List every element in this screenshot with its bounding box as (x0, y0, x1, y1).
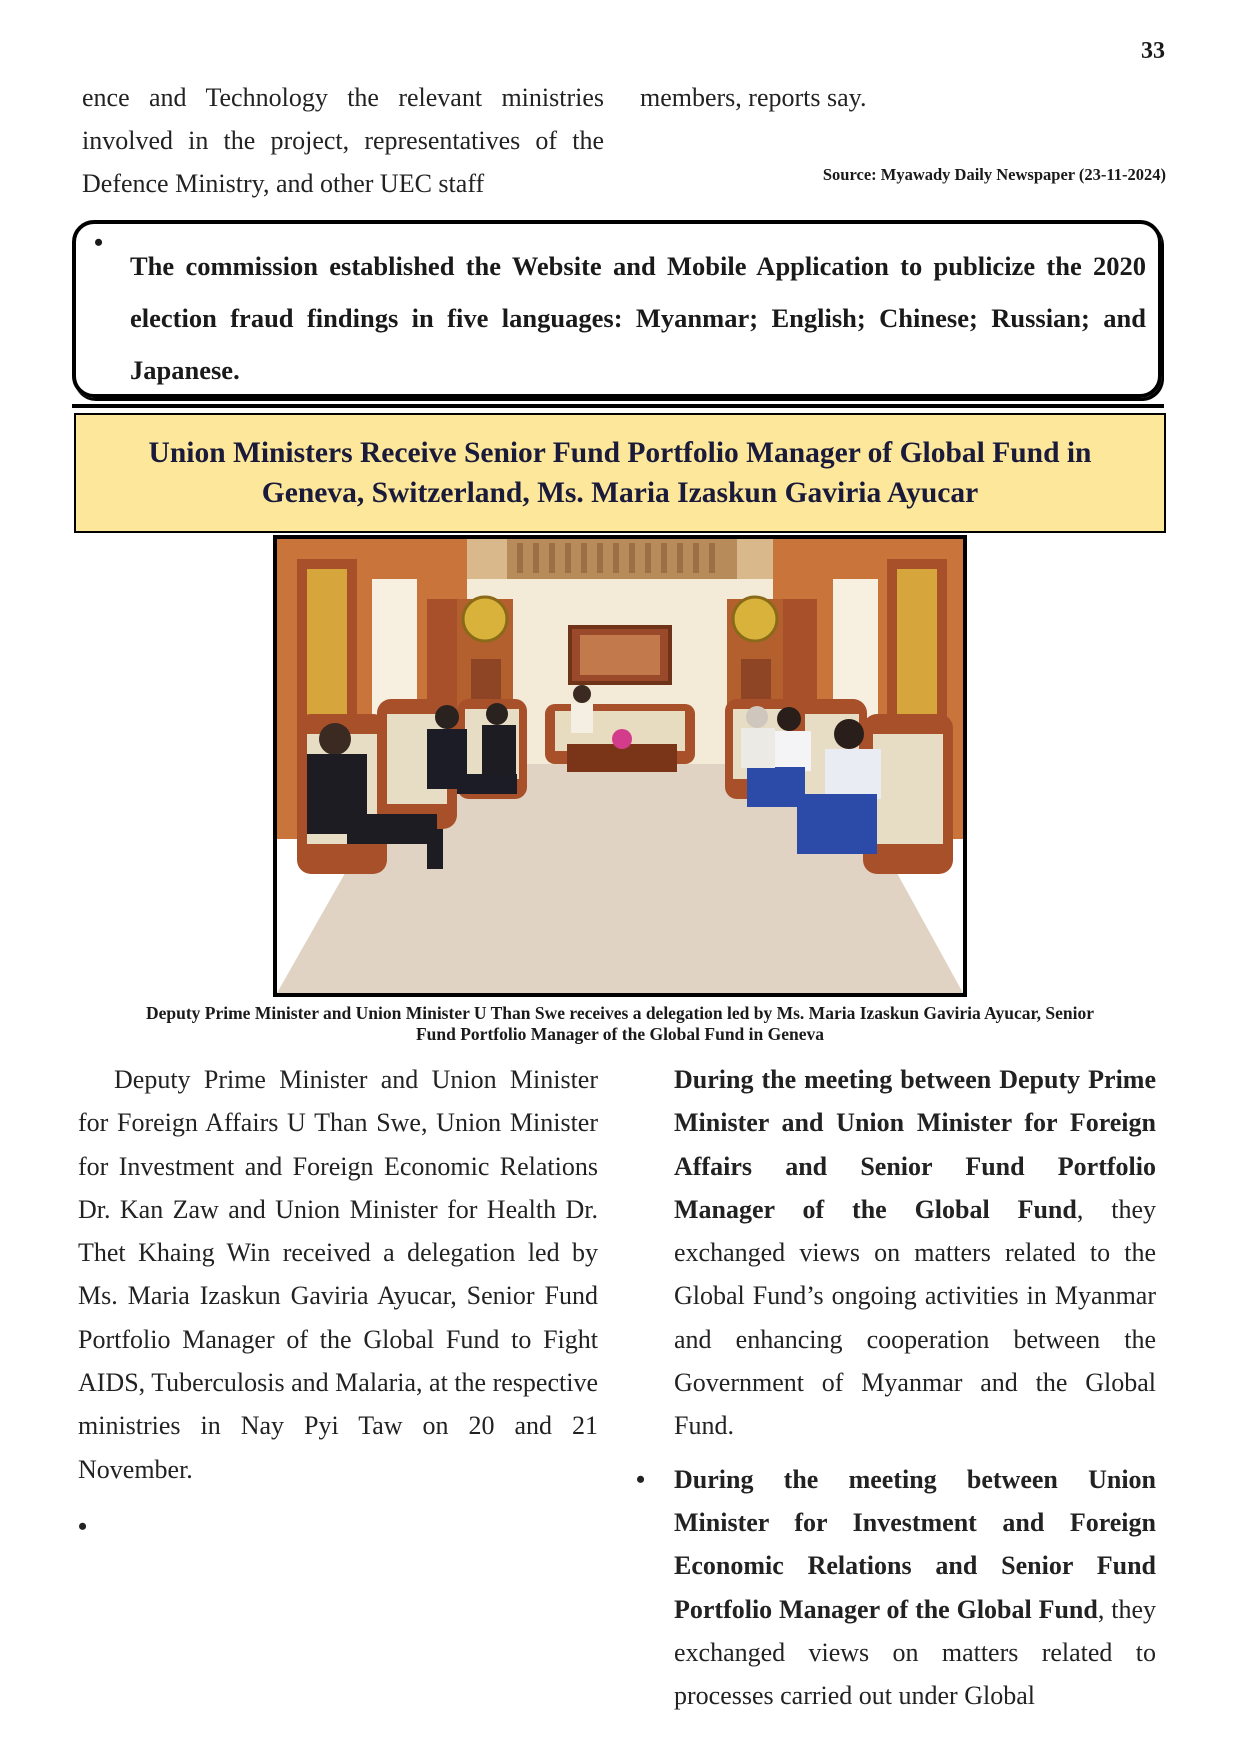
callout-box (72, 220, 1162, 398)
body-column-right (636, 1058, 1156, 1717)
bullet-dot: • (78, 1511, 88, 1541)
top-left-text: ence and Technology the relevant ministries involved in the project, representatives of the Defence Ministry, and other UEC staff (82, 83, 604, 198)
top-right-text: members, reports say. (640, 83, 867, 112)
bullet-dot: • (636, 1464, 646, 1494)
callout-text: The commission established the Website and Mobile Application to publicize the 2020 election fraud findings in five languages: Myanmar; English; Chinese; Russian; and Japanese. (130, 251, 1146, 385)
page-number: 33 (1141, 38, 1165, 64)
divider-rule (72, 404, 1164, 408)
meeting-photo-illustration (277, 539, 963, 993)
bullet1-bold-continuation: During the meeting between Deputy Prime Minister and Union Minister for Foreign Affairs and Senior Fund Portfolio Manager of the Global Fund (674, 1065, 1156, 1224)
body-column-left (78, 1058, 598, 1541)
photo-caption: Deputy Prime Minister and Union Minister U Than Swe receives a delegation led by Ms. Maria Izaskun Gaviria Ayucar, Senior Fund Portfolio Manager of the Global Fund in Geneva (145, 1003, 1095, 1044)
bullet1-text-continuation: , they exchanged views on matters related to the Global Fund’s ongoing activities in Myanmar and enhancing cooperation between the Government of Myanmar and the Global Fund. (674, 1194, 1157, 1441)
bullet1-continuation (636, 1058, 1156, 1448)
headline-box (74, 413, 1166, 533)
source-citation: Source: Myawady Daily Newspaper (23-11-2024) (822, 165, 1166, 184)
bullet2-bold: During the meeting between Union Minister for Investment and Foreign Economic Relations and Senior Fund Portfolio Manager of the Global Fund (674, 1464, 1156, 1624)
callout-bullet: • (94, 228, 104, 257)
intro-paragraph: Deputy Prime Minister and Union Minister for Foreign Affairs U Than Swe, Union Minister for Investment and Foreign Economic Relations Dr. Kan Zaw and Union Minister for Health Dr. Thet Khaing Win received a delegation led by Ms. Maria Izaskun Gaviria Ayucar, Senior Fund Portfolio Manager of the Global Fund to Fight AIDS, Tuberculosis and Malaria, at the respective ministries in Nay Pyi Taw on 20 and 21 November. (78, 1065, 598, 1484)
headline: Union Ministers Receive Senior Fund Portfolio Manager of Global Fund in Geneva, Switzerland, Ms. Maria Izaskun Gaviria Ayucar (148, 437, 1092, 509)
bullet-item (636, 1458, 1156, 1718)
bullet2-text: , they exchanged views on matters related to processes carried out under Global (674, 1594, 1156, 1711)
meeting-photo (273, 535, 967, 997)
